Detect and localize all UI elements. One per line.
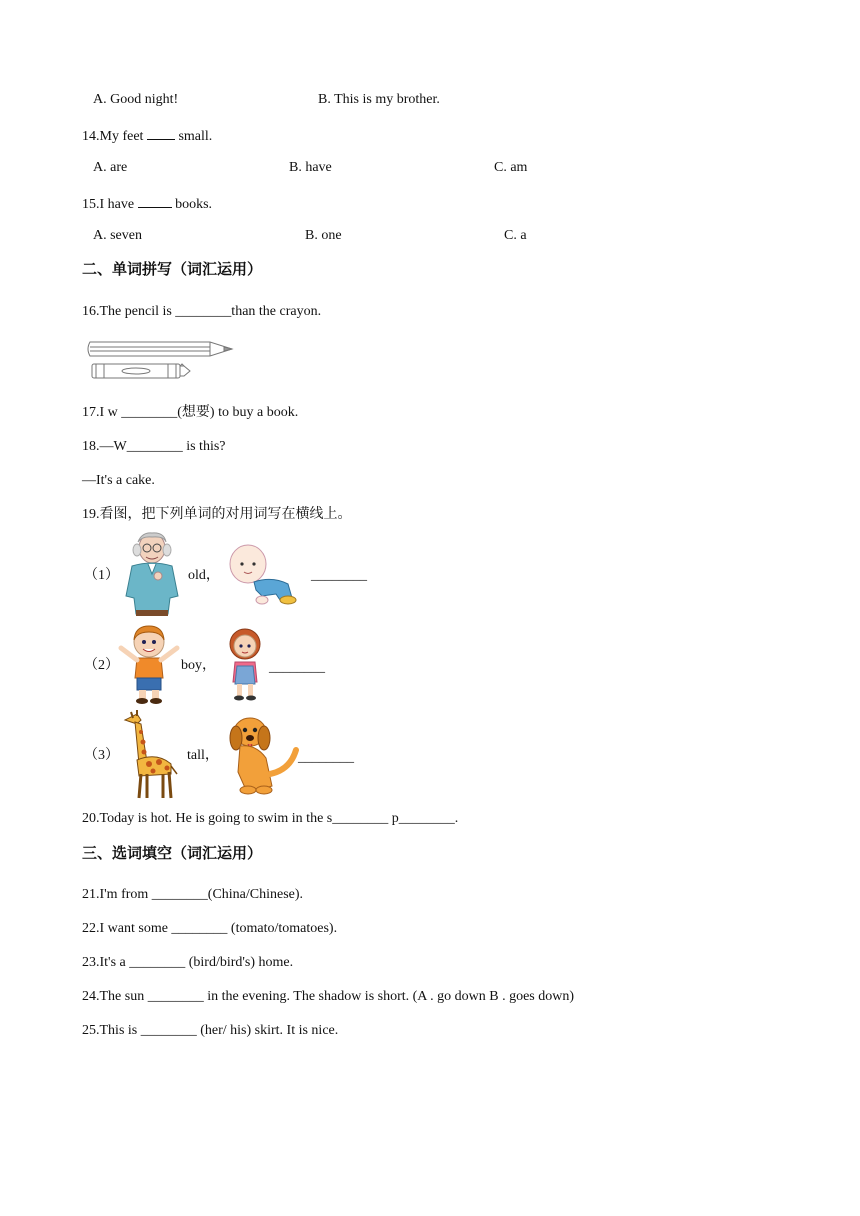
boy-picture [117,622,181,704]
q21-text: 21.I'm from ________(China/Chinese). [82,887,304,902]
q19-item1-blank: ________ [311,568,367,583]
q19-item2-blank: ________ [269,660,325,675]
q19-item1-word: old， [188,568,220,583]
q14-option-c: C. am [494,160,528,175]
q19-item1-number: （1） [84,568,119,583]
q14-blank [147,125,175,140]
section-3-title: 三、选词填空（词汇运用） [82,844,263,862]
q18-line1: 18.—W________ is this? [82,439,226,454]
q19-item3-number: （3） [84,748,119,763]
q15-stem-post: books. [171,197,213,212]
q19-item3-word: tall， [187,748,219,763]
q17-text: 17.I w ________(想要) to buy a book. [82,405,299,420]
q20-text: 20.Today is hot. He is going to swim in the s________ p________. [82,811,459,826]
girl-picture [223,624,267,702]
old-man-picture [118,530,188,616]
q19-item2-word: boy， [181,658,216,673]
giraffe-picture [117,710,179,800]
dog-picture [226,714,300,796]
q15-option-c: C. a [504,228,527,243]
q19-item3-blank: ________ [298,750,354,765]
q22-text: 22.I want some ________ (tomato/tomatoes). [82,921,338,936]
q19-stem: 19.看图，把下列单词的对用词写在横线上。 [82,507,352,522]
q15-option-a: A. seven [93,228,142,243]
q24-text: 24.The sun ________ in the evening. The shadow is short. (A . go down B . goes down) [82,989,575,1004]
q14-option-a: A. are [93,160,128,175]
q15-blank [138,193,172,208]
q14-stem-post: small. [174,129,213,144]
q25-text: 25.This is ________ (her/ his) skirt. It is nice. [82,1023,339,1038]
baby-picture [226,542,302,606]
q14-option-b: B. have [289,160,332,175]
q14-stem-pre: 14.My feet [82,129,147,144]
q15-stem [82,193,212,214]
q15-option-b: B. one [305,228,342,243]
q13-option-b: B. This is my brother. [318,92,440,107]
q16-text: 16.The pencil is ________than the crayon. [82,304,322,319]
q13-option-a: A. Good night! [93,92,179,107]
section-2-title: 二、单词拼写（词汇运用） [82,260,263,278]
q23-text: 23.It's a ________ (bird/bird's) home. [82,955,294,970]
q15-stem-pre: 15.I have [82,197,138,212]
q18-line2: —It's a cake. [82,473,155,488]
q19-item2-number: （2） [84,658,119,673]
pencil-crayon-picture [84,338,236,382]
q14-stem [82,125,212,146]
